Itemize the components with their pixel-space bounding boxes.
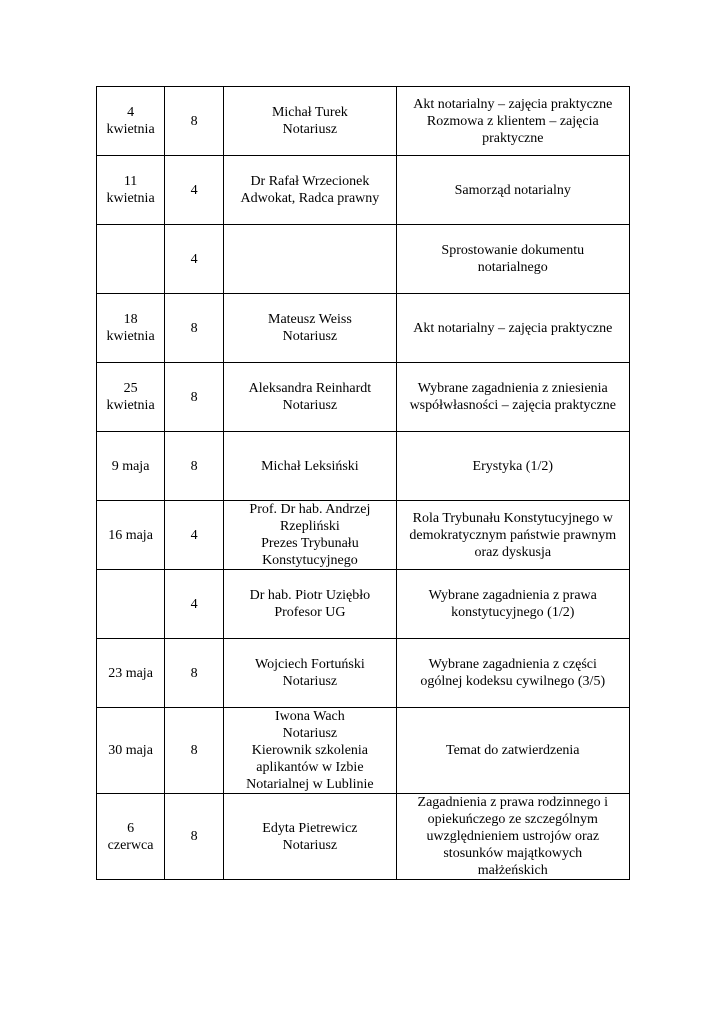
- date-cell-line: kwietnia: [106, 122, 155, 137]
- date-cell: [97, 294, 165, 363]
- topic-cell-line: Akt notarialny – zajęcia praktyczne: [413, 320, 613, 336]
- hours-cell-value: 8: [190, 829, 198, 844]
- table-row: [97, 363, 630, 432]
- date-cell-line: kwietnia: [106, 329, 155, 344]
- date-cell-line: 18: [123, 312, 138, 327]
- lecturer-cell-line: Prof. Dr hab. Andrzej: [249, 502, 371, 517]
- table-row: [97, 570, 630, 639]
- lecturer-cell-line: Rzepliński: [279, 519, 340, 534]
- lecturer-cell-line: Notariusz: [282, 329, 338, 344]
- date-cell: [97, 708, 165, 794]
- lecturer-cell: [224, 363, 396, 432]
- date-cell: [97, 87, 165, 156]
- hours-cell-value: 4: [190, 182, 198, 198]
- lecturer-cell-line: Dr hab. Piotr Uziębło: [249, 588, 371, 603]
- topic-cell-line: Akt notarialny – zajęcia praktyczne: [413, 96, 613, 112]
- hours-cell-value: 8: [190, 113, 198, 129]
- hours-cell-value: 8: [190, 389, 198, 405]
- topic-cell-line: małżeńskich: [477, 863, 548, 878]
- lecturer-cell: [224, 570, 396, 639]
- date-cell: [97, 432, 165, 501]
- topic-cell-line: ogólnej kodeksu cywilnego (3/5): [420, 674, 606, 689]
- lecturer-cell-line: Notariusz: [282, 837, 338, 853]
- lecturer-cell-line: Wojciech Fortuński: [255, 657, 365, 672]
- lecturer-cell-line: Adwokat, Radca prawny: [240, 191, 380, 206]
- date-cell-line: 9 maja: [111, 458, 150, 474]
- hours-cell-value: 8: [190, 320, 198, 336]
- topic-cell: [396, 225, 629, 294]
- lecturer-cell: [224, 156, 396, 225]
- date-cell: [97, 225, 165, 294]
- lecturer-cell-line: Notariusz: [282, 674, 338, 689]
- topic-cell: [396, 639, 629, 708]
- date-cell: [97, 156, 165, 225]
- date-cell-line: 30 maja: [108, 743, 153, 758]
- topic-cell-line: Rozmowa z klientem – zajęcia: [426, 113, 599, 129]
- hours-cell: [165, 363, 224, 432]
- hours-cell-value: 8: [190, 458, 198, 474]
- topic-cell-line: Zagadnienia z prawa rodzinnego i: [417, 795, 609, 810]
- lecturer-cell-line: Dr Rafał Wrzecionek: [250, 174, 370, 189]
- hours-cell-value: 8: [190, 665, 198, 681]
- lecturer-cell-line: Notariusz: [282, 398, 338, 413]
- hours-cell: [165, 225, 224, 294]
- table-row: [97, 225, 630, 294]
- lecturer-cell-line: aplikantów w Izbie: [256, 760, 364, 775]
- lecturer-cell-line: Notariusz: [282, 726, 338, 741]
- topic-cell-line: praktyczne: [482, 130, 544, 146]
- date-cell: [97, 639, 165, 708]
- topic-cell-line: Wybrane zagadnienia z prawa: [428, 588, 597, 603]
- lecturer-cell-line: Edyta Pietrewicz: [262, 820, 358, 836]
- lecturer-cell: [224, 87, 396, 156]
- lecturer-cell-line: Notarialnej w Lublinie: [246, 777, 374, 792]
- table-row: [97, 432, 630, 501]
- table-row: [97, 794, 630, 880]
- lecturer-cell-line: Konstytucyjnego: [262, 553, 358, 568]
- topic-cell: [396, 570, 629, 639]
- topic-cell-line: demokratycznym państwie prawnym: [409, 527, 617, 543]
- lecturer-cell: [224, 501, 396, 570]
- topic-cell-line: Erystyka (1/2): [472, 458, 554, 474]
- table-row: [97, 639, 630, 708]
- topic-cell-line: oraz dyskusja: [474, 544, 552, 560]
- table-row: [97, 156, 630, 225]
- hours-cell: [165, 294, 224, 363]
- topic-cell-line: Wybrane zagadnienia z zniesienia: [417, 381, 608, 396]
- topic-cell: [396, 708, 629, 794]
- topic-cell-line: Rola Trybunału Konstytucyjnego w: [412, 510, 613, 526]
- hours-cell: [165, 501, 224, 570]
- lecturer-cell: [224, 708, 396, 794]
- schedule-table: [96, 86, 630, 880]
- topic-cell-line: Samorząd notarialny: [454, 182, 571, 198]
- lecturer-cell-line: Kierownik szkolenia: [251, 743, 369, 758]
- topic-cell-line: opiekuńczego ze szczególnym: [427, 812, 598, 827]
- lecturer-cell-line: Prezes Trybunału: [261, 536, 359, 551]
- table-row: [97, 294, 630, 363]
- topic-cell-line: Sprostowanie dokumentu: [441, 243, 585, 258]
- topic-cell-line: współwłasności – zajęcia praktyczne: [409, 398, 616, 413]
- date-cell-line: czerwca: [107, 837, 154, 853]
- date-cell: [97, 363, 165, 432]
- hours-cell: [165, 432, 224, 501]
- lecturer-cell: [224, 225, 396, 294]
- topic-cell-line: Wybrane zagadnienia z części: [428, 657, 597, 672]
- hours-cell: [165, 156, 224, 225]
- date-cell: [97, 570, 165, 639]
- topic-cell-line: uwzględnieniem ustrojów oraz: [426, 829, 600, 844]
- hours-cell: [165, 794, 224, 880]
- lecturer-cell: [224, 432, 396, 501]
- topic-cell: [396, 501, 629, 570]
- topic-cell: [396, 87, 629, 156]
- hours-cell: [165, 570, 224, 639]
- hours-cell-value: 4: [190, 527, 198, 543]
- topic-cell: [396, 432, 629, 501]
- lecturer-cell-line: Iwona Wach: [275, 709, 345, 724]
- lecturer-cell: [224, 794, 396, 880]
- date-cell: [97, 794, 165, 880]
- schedule-body: [97, 87, 630, 880]
- date-cell-line: 25: [123, 381, 138, 396]
- hours-cell: [165, 87, 224, 156]
- lecturer-cell-line: Michał Turek: [271, 105, 348, 120]
- lecturer-cell: [224, 294, 396, 363]
- date-cell-line: 16 maja: [108, 527, 153, 543]
- lecturer-cell-line: Michał Leksiński: [261, 458, 359, 474]
- hours-cell-value: 4: [190, 251, 198, 267]
- lecturer-cell-line: Aleksandra Reinhardt: [248, 381, 372, 396]
- table-row: [97, 87, 630, 156]
- topic-cell-line: Temat do zatwierdzenia: [446, 743, 580, 758]
- topic-cell-line: notarialnego: [477, 260, 548, 275]
- lecturer-cell: [224, 639, 396, 708]
- topic-cell: [396, 156, 629, 225]
- hours-cell: [165, 708, 224, 794]
- topic-cell-line: konstytucyjnego (1/2): [451, 605, 575, 620]
- date-cell-line: kwietnia: [106, 191, 155, 206]
- table-row: [97, 501, 630, 570]
- date-cell-line: 23 maja: [108, 665, 153, 681]
- topic-cell: [396, 794, 629, 880]
- date-cell-line: 11: [123, 174, 138, 189]
- lecturer-cell-line: Profesor UG: [274, 605, 346, 620]
- date-cell-line: 6: [127, 820, 135, 836]
- date-cell-line: kwietnia: [106, 398, 155, 413]
- lecturer-cell-line: Notariusz: [282, 122, 338, 137]
- table-row: [97, 708, 630, 794]
- hours-cell-value: 4: [190, 596, 198, 612]
- topic-cell: [396, 294, 629, 363]
- date-cell-line: 4: [127, 105, 135, 120]
- topic-cell-line: stosunków majątkowych: [443, 846, 583, 861]
- topic-cell: [396, 363, 629, 432]
- hours-cell: [165, 639, 224, 708]
- date-cell: [97, 501, 165, 570]
- lecturer-cell-line: Mateusz Weiss: [268, 312, 352, 327]
- hours-cell-value: 8: [190, 743, 198, 758]
